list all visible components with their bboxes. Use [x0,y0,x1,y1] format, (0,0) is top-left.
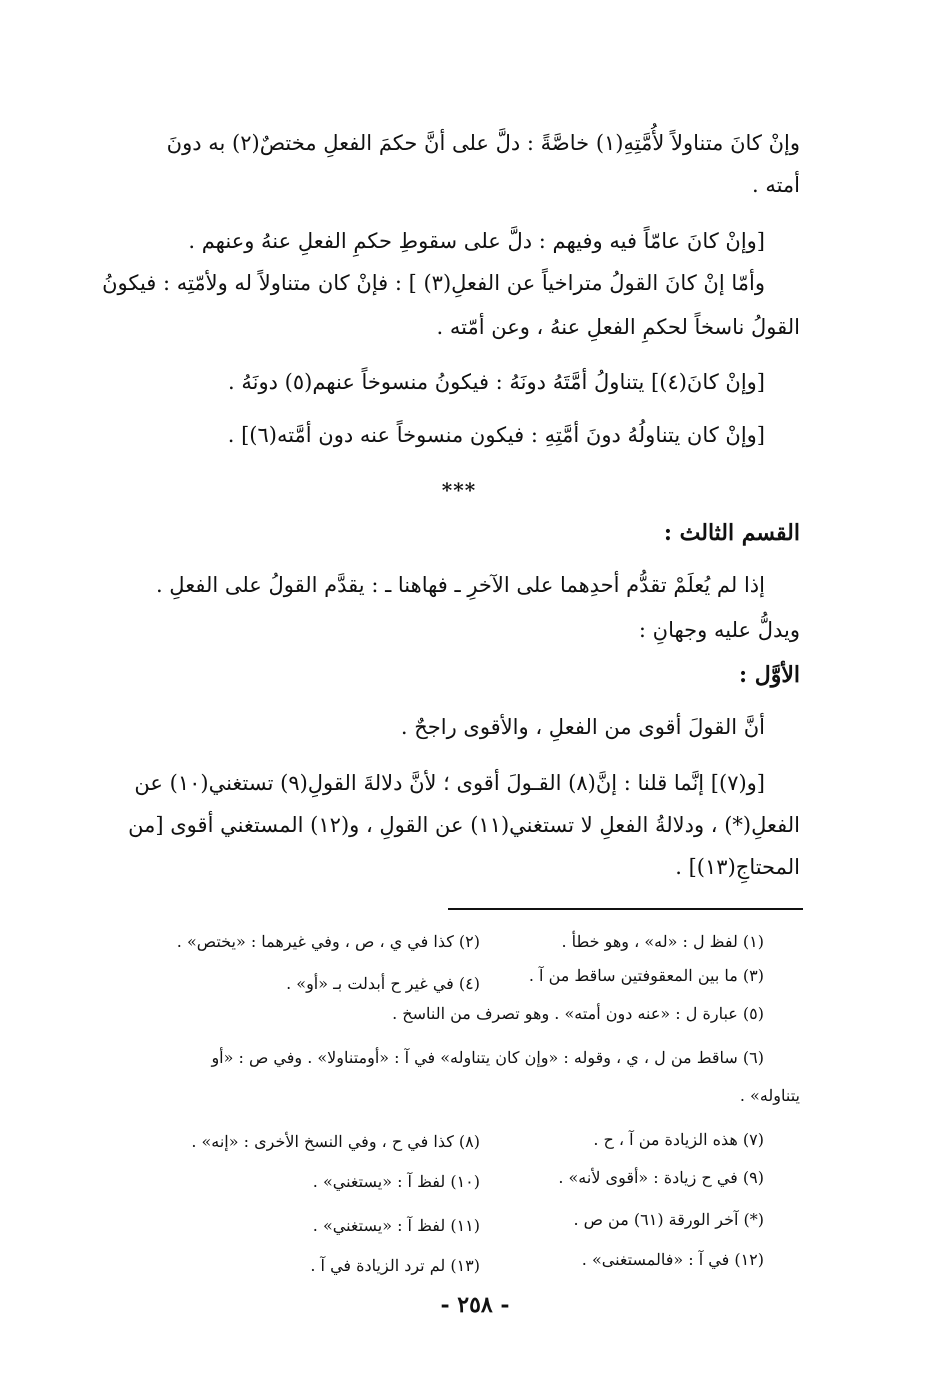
first-reason-title: الأوَّل : [738,662,800,688]
footnote-11: (١١) لفظ آ : «يستغني» . [312,1216,480,1235]
footnote-13: (١٣) لم ترد الزيادة في آ . [310,1256,480,1275]
footnote-6-continued: يتناوله» . [739,1086,800,1105]
body-line-5: القولُ ناسخاً لحكمِ الفعلِ عنهُ ، وعن أمّته . [436,315,800,339]
footnote-10: (١٠) لفظ آ : «يستغني» . [312,1172,480,1191]
footnote-12: (١٢) في آ : «فالمستغنى» . [581,1250,764,1269]
section-separator: *** [441,478,477,502]
body-line-12: الفعلِ(*) ، ودلالةُ الفعلِ لا تستغني(١١) عن القولِ ، و(١٢) المستغني أقوى [من [128,813,800,837]
body-line-6: [وإنْ كانَ(٤)] يتناولُ أمَّتَهُ دونَهُ : فيكونُ منسوخاً عنهم(٥) دونَهُ . [228,370,765,394]
body-line-10: أنَّ القولَ أقوى من الفعلِ ، والأقوى راجحٌ . [400,715,765,739]
body-line-11: [و(٧)] إنَّما قلنا : إنَّ(٨) القـولَ أقوى ؛ لأنَّ دلالةَ القولِ(٩) تستغني(١٠) عن [134,771,765,795]
footnote-8: (٨) كذا في ح ، وفي النسخ الأخرى : «إنه» . [191,1132,480,1151]
footnote-7: (٧) هذه الزيادة من آ ، ح . [593,1130,764,1149]
footnote-9: (٩) في ح زيادة : «أقوى لأنه» . [558,1168,764,1187]
body-line-7: [وإنْ كان يتناولُهُ دونَ أمَّتِهِ : فيكون منسوخاً عنه دون أمَّته(٦)] . [227,423,765,447]
body-line-3: [وإنْ كانَ عامّاً فيه وفيهم : دلَّ على سقوطِ حكمِ الفعلِ عنهُ وعنهم . [188,229,765,253]
body-line-9: ويدلُّ عليه وجهانِ : [638,618,800,642]
footnote-6: (٦) ساقط من ل ، ي ، وقوله : «وإن كان يتناوله» في آ : «أومتناولا» . وفي ص : «أو [211,1048,764,1067]
section-title: القسم الثالث : [663,520,800,546]
page-number: - ٢٥٨ - [440,1292,510,1318]
footnote-2: (٢) كذا في ي ، ص ، وفي غيرهما : «يختص» . [176,932,480,951]
footnote-divider [448,908,803,910]
body-line-1: وإنْ كانَ متناولاً لأُمَّتِهِ(١) خاصَّةً : دلَّ على أنَّ حكمَ الفعلِ مختصٌ(٢) به دونَ [166,131,800,155]
footnote-5: (٥) عبارة ل : «عنه دون أمته» . وهو تصرف من الناسخ . [392,1004,764,1023]
body-line-4: وأمّا إنْ كانَ القولُ متراخياً عن الفعلِ(٣) ] : فإنْ كان متناولاً له ولأمّتِه : فيكونُ [102,271,765,295]
footnote-3: (٣) ما بين المعقوفتين ساقط من آ . [528,966,764,985]
body-line-2: أمته . [751,173,800,197]
body-line-8: إذا لم يُعلَمْ تقدُّم أحدِهما على الآخرِ ـ فهاهنا ـ : يقدَّم القولُ على الفعلِ . [155,573,765,597]
footnote-star: (*) آخر الورقة (٦١) من ص . [573,1210,764,1229]
footnote-1: (١) لفظ ل : «له» ، وهو خطأ . [561,932,764,951]
body-line-13: المحتاجِ(١٣)] . [675,855,800,879]
footnote-4: (٤) في غير ح أبدلت بـ «أو» . [286,974,480,993]
